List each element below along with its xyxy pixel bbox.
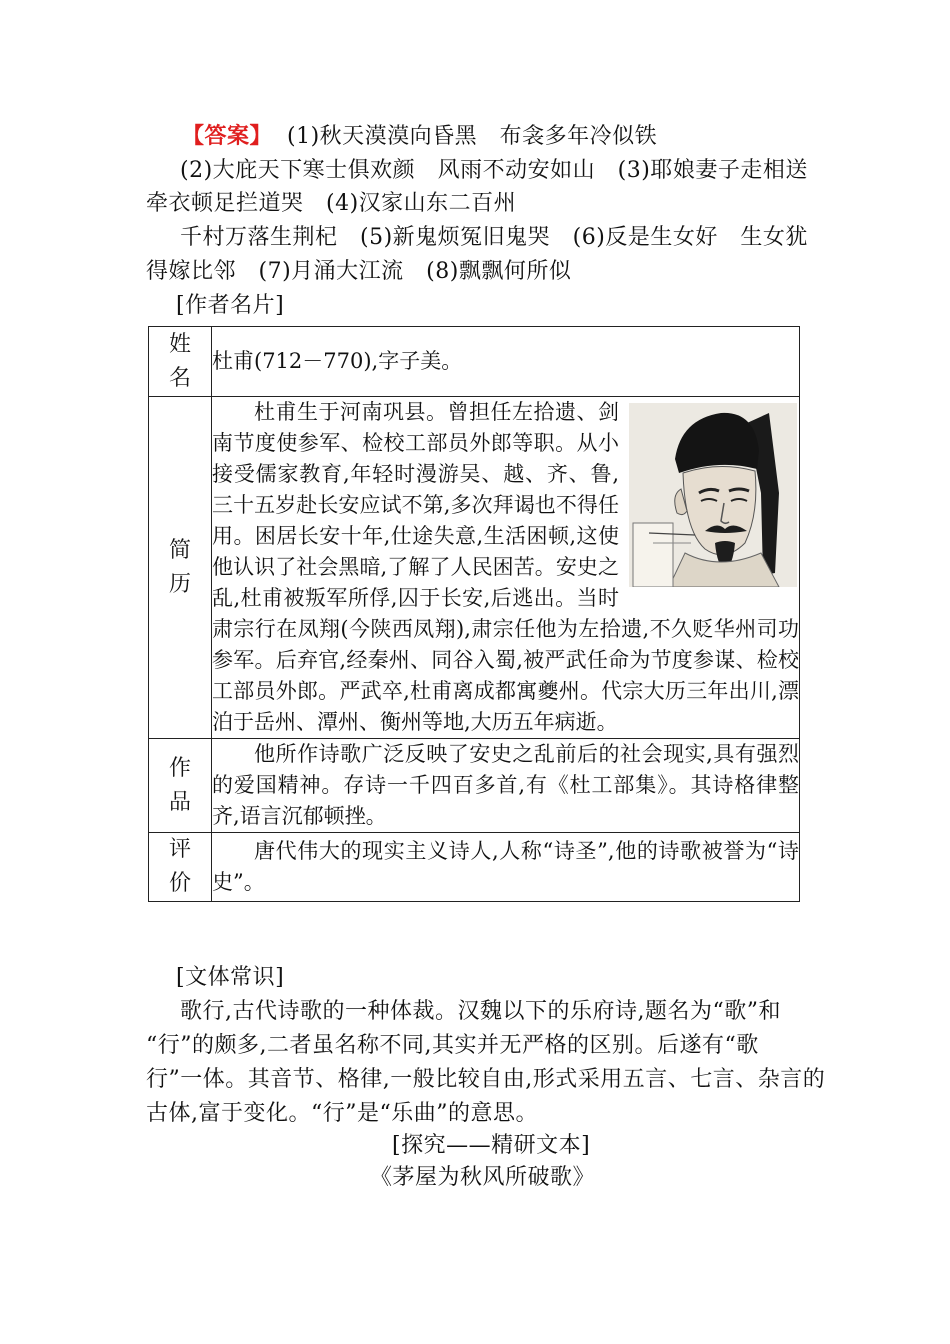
row-label-name: 姓 名 [149, 327, 212, 397]
answer-tag: 【答案】 [182, 123, 273, 149]
answer-line-1 [182, 122, 657, 151]
genre-line-4: 古体,富于变化。“行”是“乐曲”的意思。 [146, 1101, 538, 1126]
genre-line-3: 行”一体。其音节、格律,一般比较自由,形式采用五言、七言、杂言的 [146, 1067, 826, 1092]
table-row [149, 397, 800, 739]
author-card-table [148, 326, 800, 902]
table-row [149, 833, 800, 902]
table-row [149, 739, 800, 833]
genre-heading: [文体常识] [176, 965, 285, 990]
poem-title: 《茅屋为秋风所破歌》 [370, 1165, 596, 1190]
du-fu-portrait [629, 403, 797, 587]
explore-heading: [探究——精研文本] [392, 1133, 591, 1158]
answer-line-3: 牵衣顿足拦道哭 (4)汉家山东二百州 [146, 191, 517, 216]
row-text-evaluation: 唐代伟大的现实主义诗人,人称“诗圣”,他的诗歌被誉为“诗史”。 [212, 833, 800, 902]
table-row [149, 327, 800, 397]
answer-text-1: (1)秋天漠漠向昏黑 布衾多年冷似铁 [287, 124, 658, 149]
row-cell-bio [212, 397, 800, 739]
row-text-works: 他所作诗歌广泛反映了安史之乱前后的社会现实,具有强烈的爱国精神。存诗一千四百多首,有《杜工部集》。其诗格律整齐,语言沉郁顿挫。 [212, 739, 800, 833]
answer-line-5: 得嫁比邻 (7)月涌大江流 (8)飘飘何所似 [146, 259, 572, 284]
row-label-bio: 简 历 [149, 397, 212, 739]
answer-line-4: 千村万落生荆杞 (5)新鬼烦冤旧鬼哭 (6)反是生女好 生女犹 [180, 225, 808, 250]
row-text-name: 杜甫(712－770),字子美。 [212, 327, 800, 397]
row-label-evaluation: 评 价 [149, 833, 212, 902]
genre-line-2: “行”的颇多,二者虽名称不同,其实并无严格的区别。后遂有“歌 [146, 1033, 759, 1058]
author-card-heading: [作者名片] [176, 293, 285, 318]
row-text-bio: 杜甫生于河南巩县。曾担任左拾遗、剑南节度使参军、检校工部员外郎等职。从小接受儒家教育,年轻时漫游吴、越、齐、鲁,三十五岁赴长安应试不第,多次拜谒也不得任用。困居长安十年,仕途失意,生活困顿,这使他认识了社会黑暗,了解了人民困苦。安史之乱,杜甫被叛军所俘,囚于长安,后逃出。当时肃宗行在凤翔(今陕西凤翔),肃宗任他为左拾遗,不久贬华州司功参军。后弃官,经秦州、同谷入蜀,被严武任命为节度参谋、检校工部员外郎。严武卒,杜甫离成都寓夔州。代宗大历三年出川,漂泊于岳州、潭州、衡州等地,大历五年病逝。 [212, 400, 799, 734]
row-label-works: 作 品 [149, 739, 212, 833]
genre-line-1: 歌行,古代诗歌的一种体裁。汉魏以下的乐府诗,题名为“歌”和 [180, 999, 781, 1024]
answer-line-2: (2)大庇天下寒士俱欢颜 风雨不动安如山 (3)耶娘妻子走相送 [180, 158, 808, 183]
